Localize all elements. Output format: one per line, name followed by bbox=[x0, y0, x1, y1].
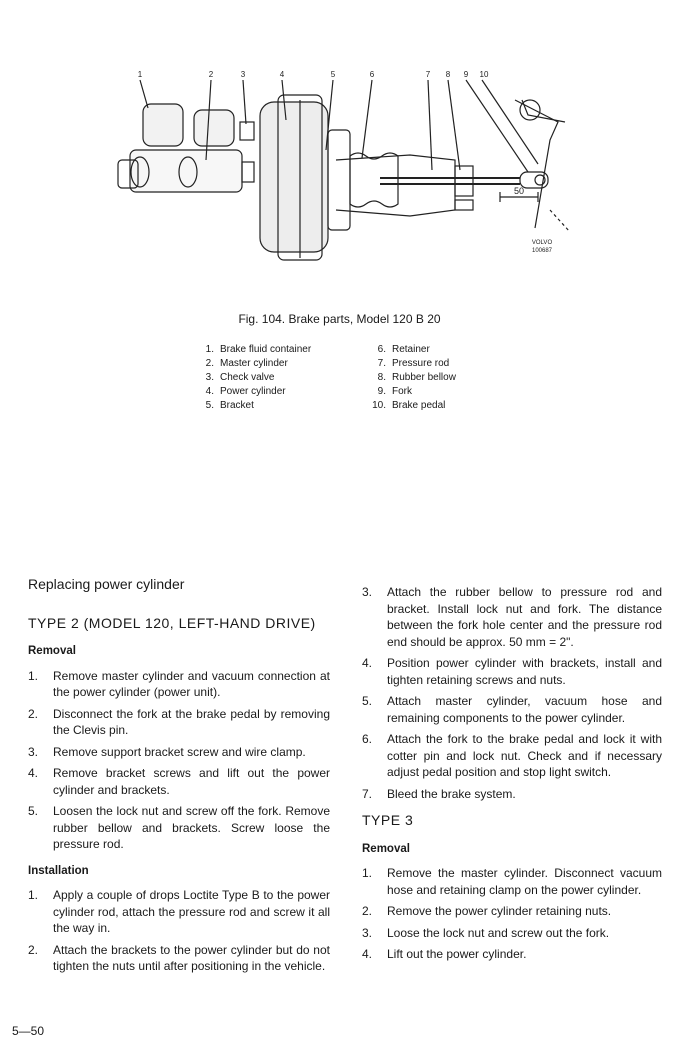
legend-item: 5. Bracket bbox=[205, 400, 254, 411]
dimension-label: 50 bbox=[513, 186, 525, 196]
step-item: 4. Remove bracket screws and lift out the power cylinder and brackets. bbox=[28, 766, 330, 797]
callout-9: 9 bbox=[463, 70, 469, 79]
brake-parts-drawing bbox=[110, 60, 580, 275]
step-item: 2. Disconnect the fork at the brake pedal by removing the Clevis pin. bbox=[28, 706, 330, 737]
right-column bbox=[362, 584, 662, 968]
callout-7: 7 bbox=[425, 70, 431, 79]
step-item: 1. Apply a couple of drops Loctite Type B to the power cylinder rod, attach the pressure rod and screw it all the way in. bbox=[28, 888, 330, 935]
step-item: 3. Attach the rubber bellow to pressure rod and bracket. Install lock nut and fork. The distance between the fork hole center and the pressure rod end should be approx. 50 mm = 2". bbox=[362, 585, 662, 649]
step-item: 6. Attach the fork to the brake pedal and lock it with cotter pin and lock nut. Check and if necessary adjust pedal position and stop light switch. bbox=[362, 732, 662, 779]
legend-item: 8. Rubber bellow bbox=[377, 372, 456, 383]
legend-item: 9. Fork bbox=[377, 386, 412, 397]
callout-3: 3 bbox=[240, 70, 246, 79]
parts-legend-left bbox=[196, 343, 311, 413]
step-item: 3. Loose the lock nut and screw out the fork. bbox=[362, 925, 610, 940]
step-item: 4. Lift out the power cylinder. bbox=[362, 947, 527, 961]
figure-caption: Fig. 104. Brake parts, Model 120 B 20 bbox=[238, 312, 441, 326]
step-item: 1. Remove master cylinder and vacuum connection at the power cylinder (power unit). bbox=[28, 668, 330, 699]
legend-item: 10. Brake pedal bbox=[372, 400, 446, 411]
callout-8: 8 bbox=[445, 70, 451, 79]
type3-removal-heading: Removal bbox=[362, 842, 410, 855]
installation-steps bbox=[28, 887, 330, 975]
type3-heading: TYPE 3 bbox=[362, 812, 414, 828]
step-item: 1. Remove the master cylinder. Disconnect vacuum hose and retaining clamp on the power cylinder. bbox=[362, 866, 662, 897]
legend-item: 6. Retainer bbox=[377, 344, 430, 355]
callout-10: 10 bbox=[479, 70, 489, 79]
parts-legend-right bbox=[366, 343, 456, 413]
section-heading: Replacing power cylinder bbox=[28, 576, 185, 592]
step-item: 5. Attach master cylinder, vacuum hose and remaining components to the power cylinder. bbox=[362, 694, 662, 725]
legend-item: 1. Brake fluid container bbox=[205, 344, 312, 355]
legend-item: 4. Power cylinder bbox=[205, 386, 286, 397]
left-column bbox=[28, 576, 330, 980]
step-item: 3. Remove support bracket screw and wire clamp. bbox=[28, 744, 306, 759]
step-item: 5. Loosen the lock nut and screw off the fork. Remove rubber bellow and brackets. Screw loose the pressure rod. bbox=[28, 804, 330, 851]
legend-item: 2. Master cylinder bbox=[205, 358, 288, 369]
step-item: 2. Remove the power cylinder retaining nuts. bbox=[362, 904, 612, 918]
step-item: 4. Position power cylinder with brackets, install and tighten retaining screws and nuts. bbox=[362, 656, 662, 687]
callout-5: 5 bbox=[330, 70, 336, 79]
callout-2: 2 bbox=[208, 70, 214, 79]
legend-item: 7. Pressure rod bbox=[377, 358, 450, 369]
callout-1: 1 bbox=[137, 70, 143, 79]
removal-steps bbox=[28, 668, 330, 853]
legend-item: 3. Check valve bbox=[205, 372, 275, 383]
type2-heading: TYPE 2 (MODEL 120, LEFT-HAND DRIVE) bbox=[28, 614, 316, 631]
type3-removal-steps bbox=[362, 865, 662, 963]
brake-parts-figure bbox=[110, 60, 580, 275]
step-item: 7. Bleed the brake system. bbox=[362, 786, 516, 801]
step-item: 2. Attach the brackets to the power cylinder but do not tighten the nuts until after positioning in the vehicle. bbox=[28, 942, 330, 973]
callout-4: 4 bbox=[279, 70, 285, 79]
figure-ref-code: 100687 bbox=[531, 248, 553, 254]
installation-steps-continued bbox=[362, 584, 662, 802]
installation-heading: Installation bbox=[28, 864, 89, 877]
volvo-label: VOLVO bbox=[531, 240, 553, 246]
callout-6: 6 bbox=[369, 70, 375, 79]
page-number: 5—50 bbox=[12, 1024, 45, 1038]
removal-heading: Removal bbox=[28, 645, 76, 657]
